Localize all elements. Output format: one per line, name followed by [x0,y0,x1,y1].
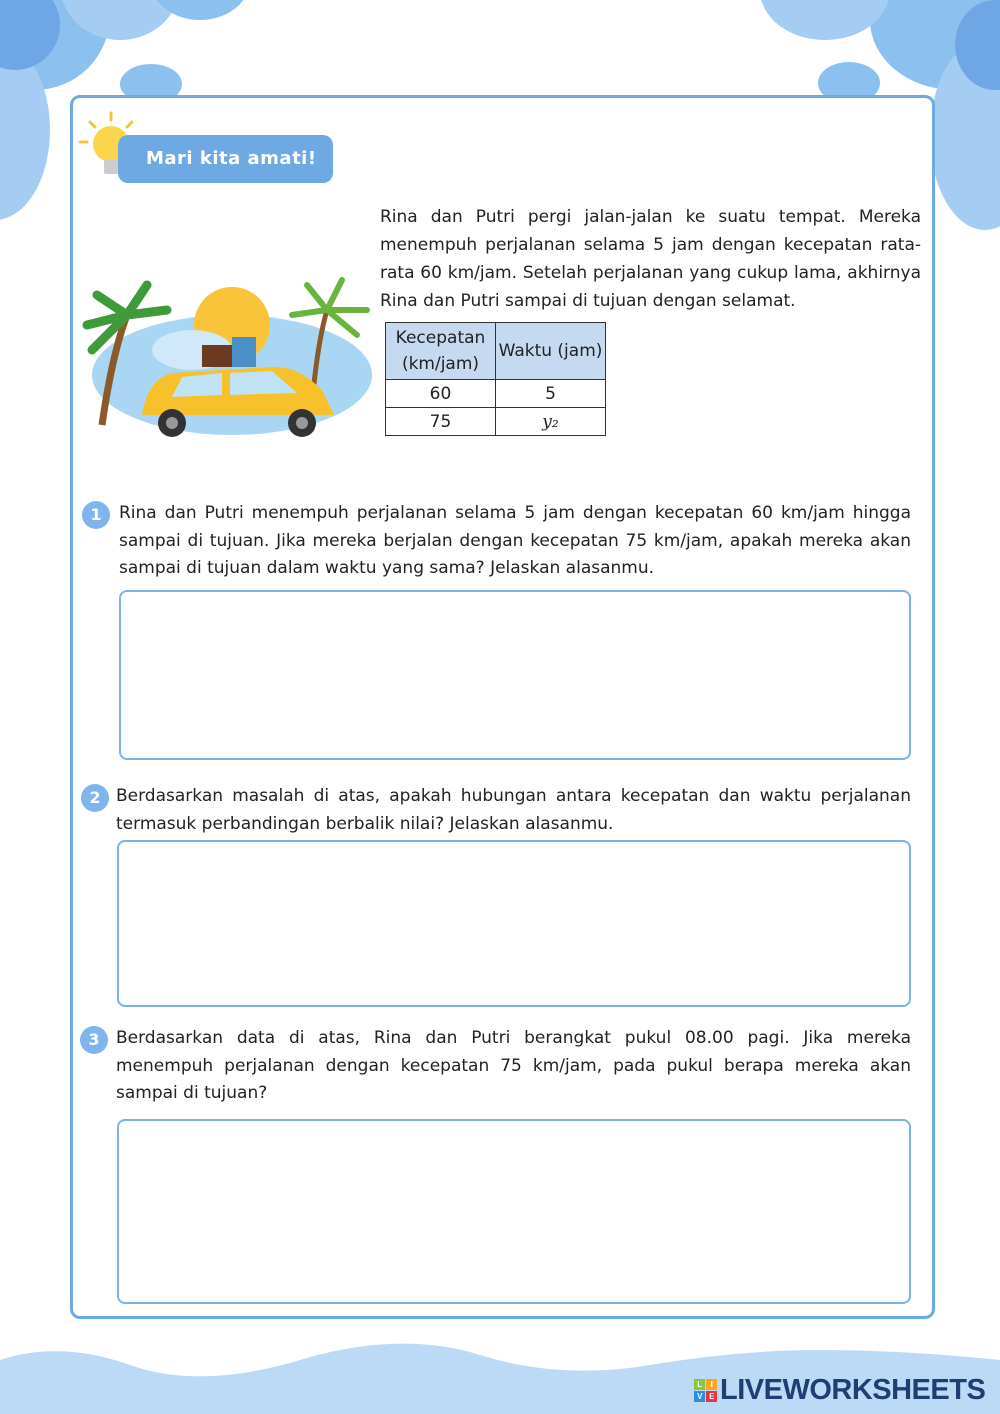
section-badge: Mari kita amati! [118,135,333,183]
table-header-time: Waktu (jam) [496,323,606,380]
question-number-2: 2 [81,784,109,812]
liveworksheets-logo [694,1374,985,1407]
question-3-text: Berdasarkan data di atas, Rina dan Putri berangkat pukul 08.00 pagi. Jika mereka menempuh perjalanan dengan kecepatan 75 km/jam, pada pukul berapa mereka akan sampai di tujuan? [116,1028,911,1103]
answer-box-1[interactable] [119,590,911,760]
table-row [386,380,606,408]
answer-box-2[interactable] [117,840,911,1007]
question-2-text: Berdasarkan masalah di atas, apakah hubungan antara kecepatan dan waktu perjalanan termasuk perbandingan berbalik nilai? Jelaskan alasanmu. [116,786,911,834]
question-number-3: 3 [80,1026,108,1054]
car-trip-illustration [72,255,377,440]
question-number-1: 1 [82,501,110,529]
intro-paragraph: Rina dan Putri pergi jalan-jalan ke suatu tempat. Mereka menempuh perjalanan selama 5 jam dengan kecepatan rata-rata 60 km/jam. Setelah perjalanan yang cukup lama, akhirnya Rina dan Putri sampai di tujuan dengan selamat. [380,207,921,311]
table-cell: 60 [386,380,496,408]
logo-icon: L I V E [694,1379,717,1402]
logo-text: LIVEWORKSHEETS [720,1374,986,1406]
speed-time-table [385,322,606,436]
answer-box-3[interactable] [117,1119,911,1304]
question-1-text: Rina dan Putri menempuh perjalanan selama 5 jam dengan kecepatan 60 km/jam hingga sampai di tujuan. Jika mereka berjalan dengan kecepatan 75 km/jam, apakah mereka akan sampai di tujuan dalam waktu yang sama? Jelaskan alasanmu. [119,503,911,578]
table-header-speed: Kecepatan (km/jam) [386,323,496,380]
table-cell: y₂ [496,408,606,436]
table-cell: 75 [386,408,496,436]
table-row [386,408,606,436]
table-cell: 5 [496,380,606,408]
